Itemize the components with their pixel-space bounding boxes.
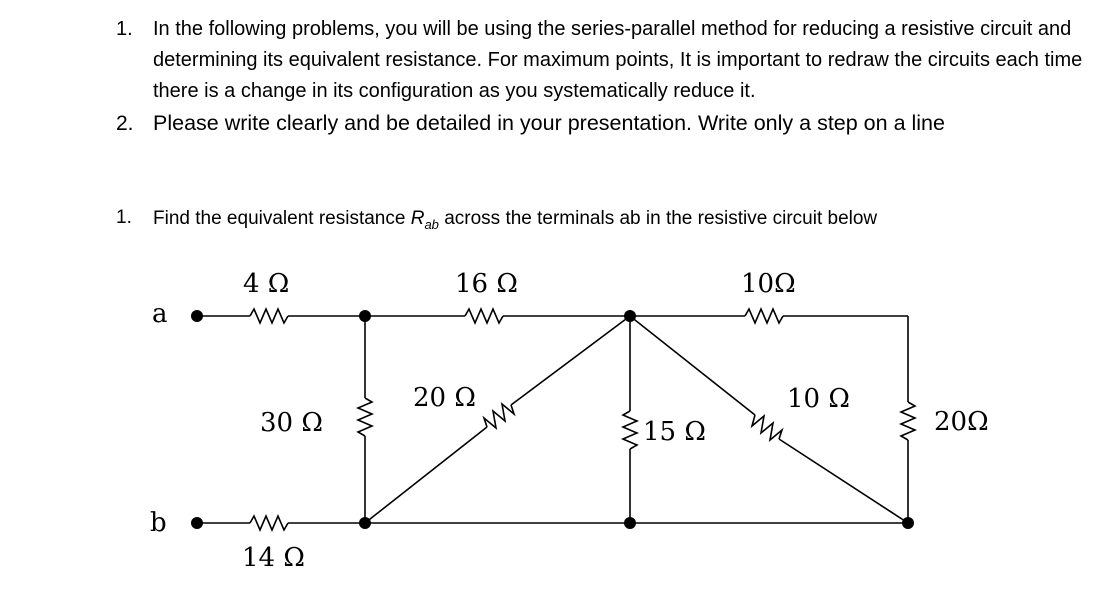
resistor-10ohm-top [745, 309, 783, 323]
node-bottom-mid [624, 517, 636, 529]
terminal-b-label: b [150, 508, 167, 538]
wire-diag-right-upper [630, 316, 755, 415]
resistor-20ohm-right [901, 402, 915, 440]
node-top-mid [624, 310, 636, 322]
node-bottom-left [359, 517, 371, 529]
wire-diag-right-lower [779, 439, 908, 523]
question-text-before: Find the equivalent resistance [153, 208, 411, 229]
resistor-4ohm [250, 309, 288, 323]
label-10ohm-diag: 10 Ω [787, 384, 850, 414]
instruction-text-2: Please write clearly and be detailed in your presentation. Write only a step on a line [153, 111, 945, 135]
question-text-after: across the terminals ab in the resistive circuit below [438, 208, 878, 229]
terminal-b-node [191, 517, 203, 529]
instruction-number-1: 1. [116, 18, 133, 40]
label-14ohm: 14 Ω [242, 543, 305, 573]
resistor-15ohm [623, 411, 637, 449]
resistor-20ohm-diag [484, 404, 514, 428]
wire-diag-left-upper [511, 316, 630, 405]
rab-subscript: ab [424, 216, 439, 232]
resistor-10ohm-diag [752, 415, 782, 440]
label-20ohm-right: 20Ω [934, 407, 989, 437]
resistor-16ohm [465, 309, 503, 323]
resistor-30ohm [358, 398, 372, 436]
label-10ohm-top: 10Ω [741, 269, 796, 299]
question-number: 1. [116, 207, 132, 228]
instruction-text-1: In the following problems, you will be using the series-parallel method for reducing a resistive circuit and determining its equivalent resistance. For maximum points, It is important to redraw the circuits each time there is a change in its configuration as you systematically reduce it. [153, 18, 1083, 102]
label-4ohm: 4 Ω [243, 269, 290, 299]
resistor-14ohm [250, 516, 288, 530]
node-bottom-right [902, 517, 914, 529]
label-16ohm: 16 Ω [455, 269, 518, 299]
terminal-a-label: a [152, 299, 168, 329]
label-15ohm: 15 Ω [643, 417, 706, 447]
rab-letter: R [410, 208, 425, 229]
wire-diag-left-lower [365, 427, 487, 523]
label-20ohm-diag: 20 Ω [413, 383, 476, 413]
label-30ohm: 30 Ω [260, 408, 323, 438]
node-top-left [359, 310, 371, 322]
instruction-number-2: 2. [116, 112, 134, 135]
terminal-a-node [191, 310, 203, 322]
